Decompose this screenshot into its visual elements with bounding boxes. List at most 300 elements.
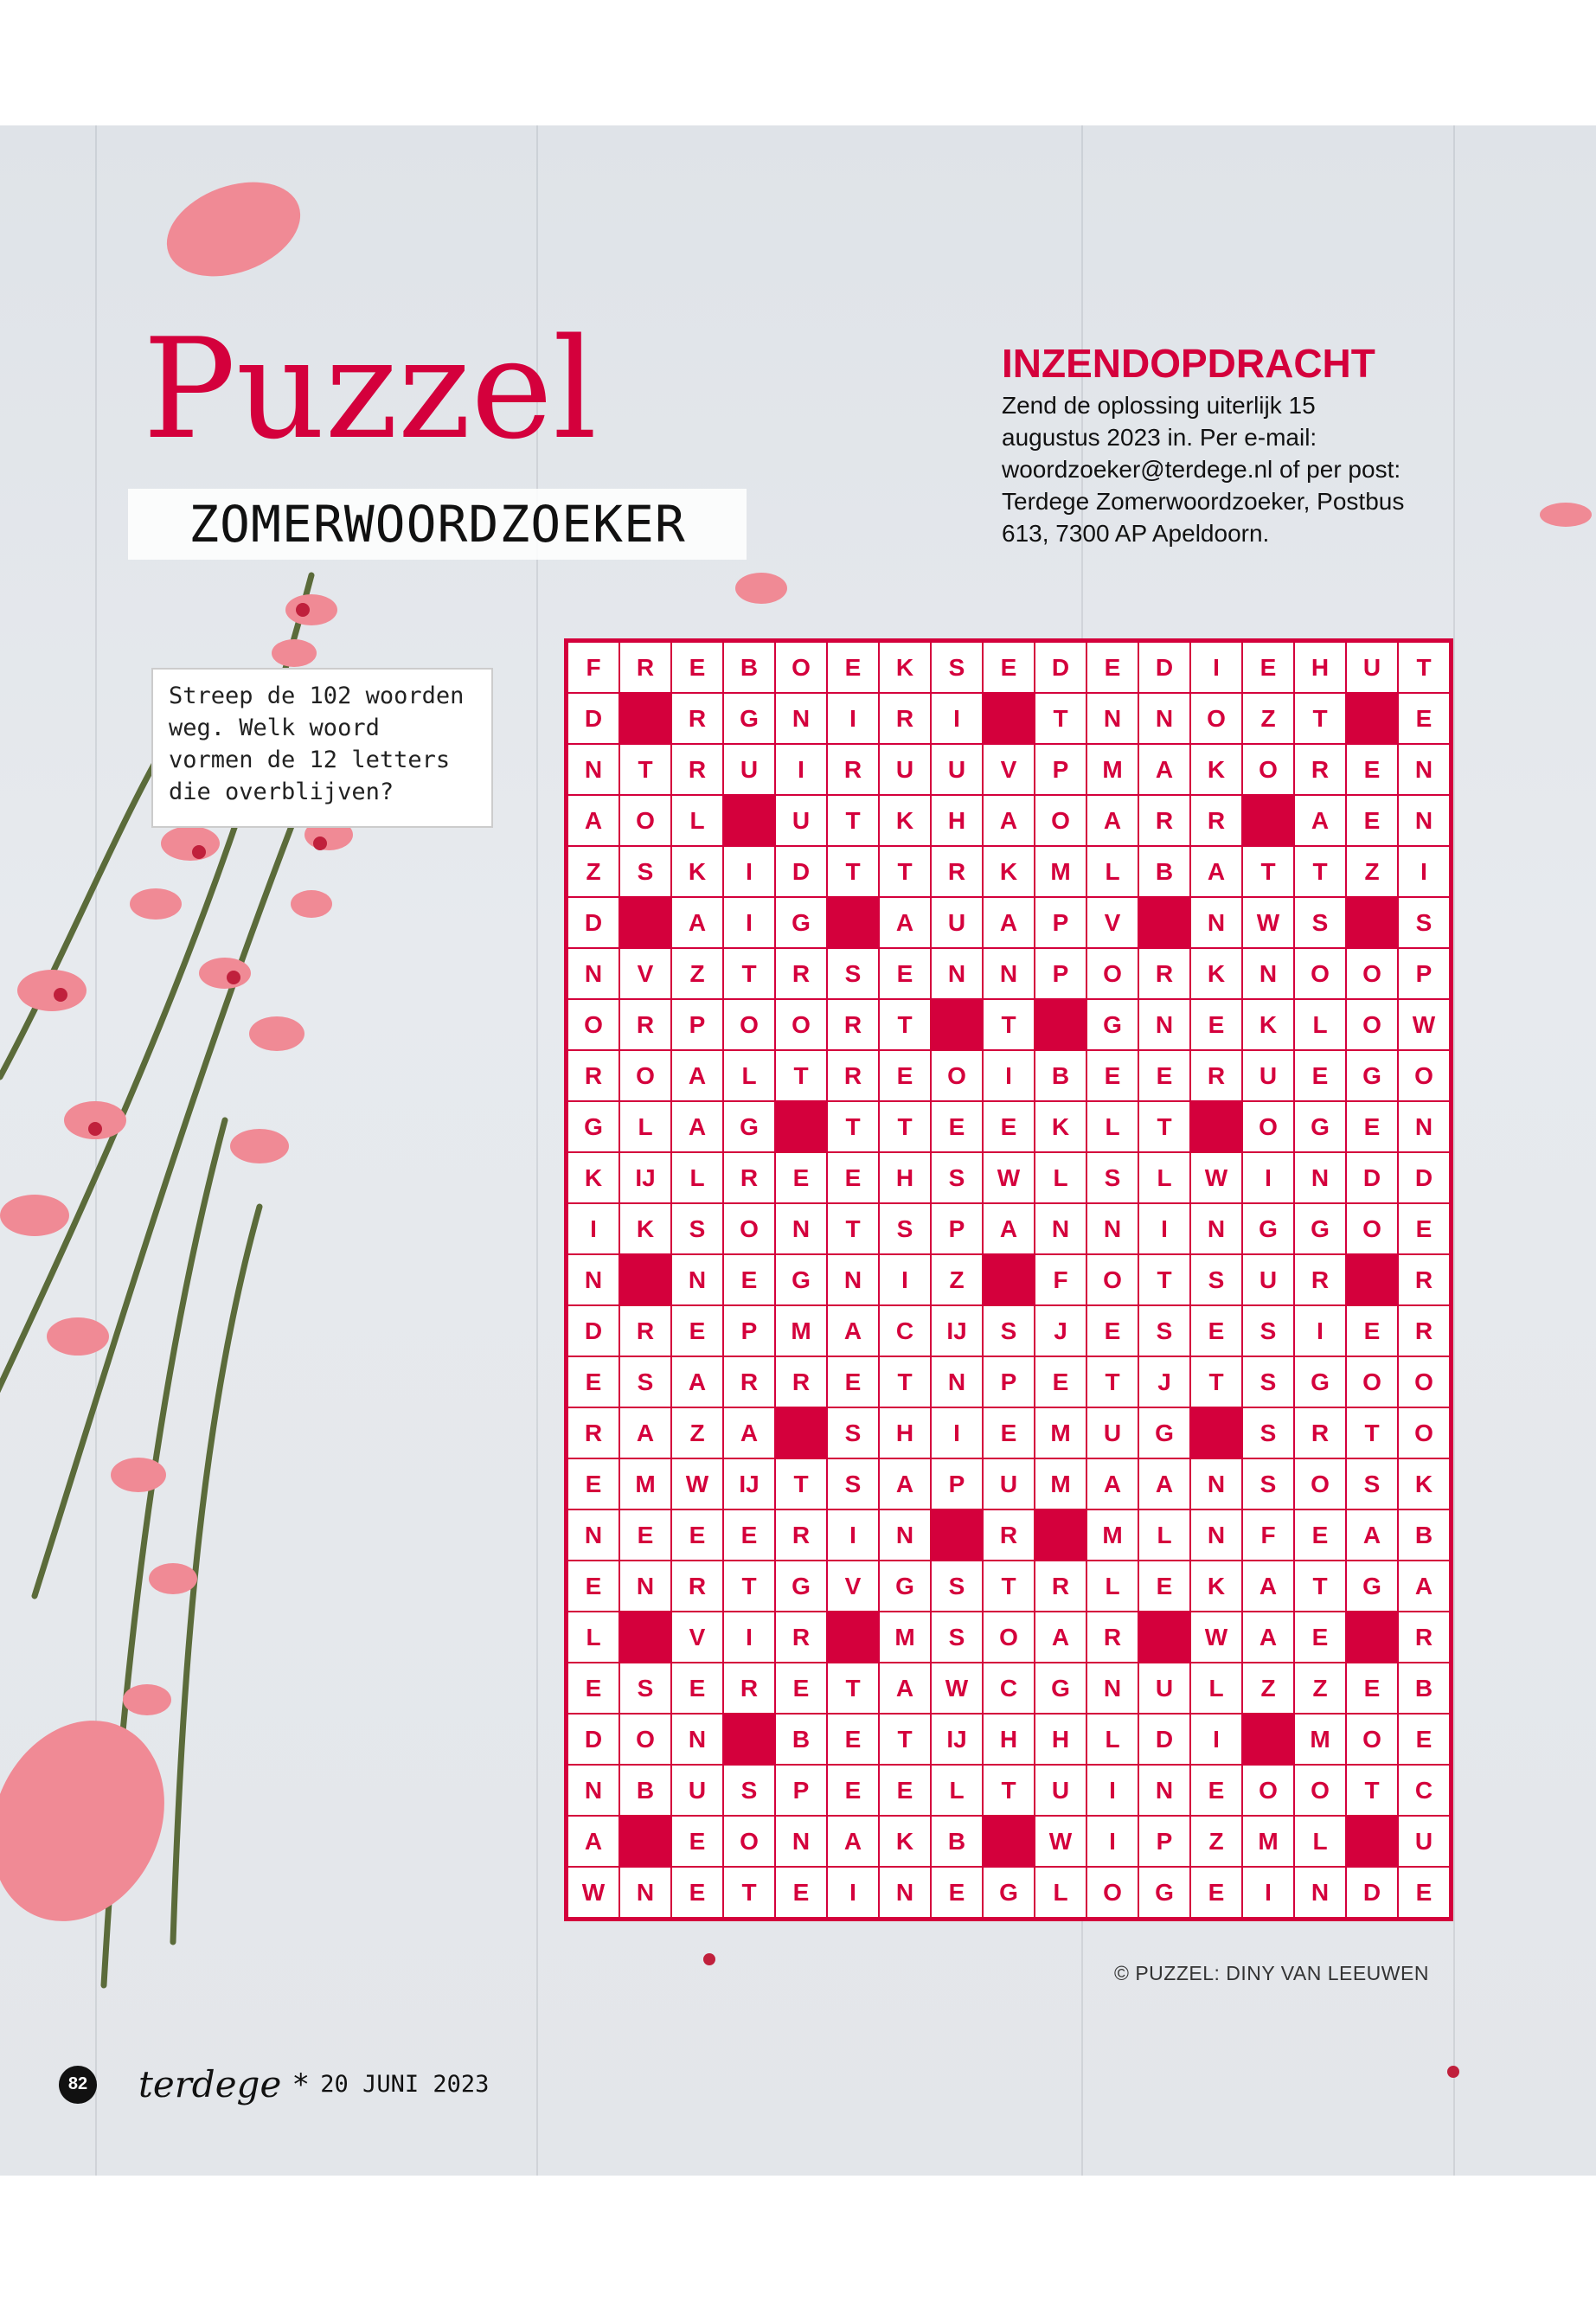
grid-letter-cell: M	[1294, 1714, 1346, 1765]
grid-letter-cell: C	[983, 1663, 1035, 1714]
grid-letter-cell: N	[1294, 1152, 1346, 1203]
grid-letter-cell: O	[1346, 1203, 1398, 1254]
grid-letter-cell: G	[1138, 1407, 1190, 1458]
grid-letter-cell: E	[1086, 1305, 1138, 1356]
grid-letter-cell: N	[567, 1765, 619, 1816]
grid-letter-cell: N	[879, 1509, 931, 1561]
grid-letter-cell: A	[671, 1050, 723, 1101]
grid-letter-cell: T	[983, 1561, 1035, 1612]
grid-block-cell	[827, 1612, 879, 1663]
grid-letter-cell: L	[1294, 1816, 1346, 1867]
grid-letter-cell: N	[775, 693, 827, 744]
grid-letter-cell: T	[879, 1356, 931, 1407]
grid-letter-cell: V	[619, 948, 671, 999]
grid-letter-cell: L	[723, 1050, 775, 1101]
grid-letter-cell: L	[671, 795, 723, 846]
grid-letter-cell: A	[983, 1203, 1035, 1254]
grid-row	[567, 795, 1450, 846]
grid-letter-cell: T	[827, 795, 879, 846]
grid-letter-cell: A	[1190, 846, 1242, 897]
grid-letter-cell: S	[1242, 1458, 1294, 1509]
grid-letter-cell: N	[931, 948, 983, 999]
grid-letter-cell: E	[827, 1356, 879, 1407]
grid-letter-cell: Z	[567, 846, 619, 897]
grid-letter-cell: L	[1086, 1714, 1138, 1765]
grid-letter-cell: B	[1138, 846, 1190, 897]
grid-letter-cell: E	[1190, 1867, 1242, 1918]
grid-letter-cell: C	[1398, 1765, 1450, 1816]
grid-block-cell	[619, 693, 671, 744]
grid-letter-cell: I	[775, 744, 827, 795]
grid-letter-cell: D	[1346, 1152, 1398, 1203]
grid-letter-cell: IJ	[931, 1305, 983, 1356]
grid-letter-cell: P	[931, 1203, 983, 1254]
grid-letter-cell: O	[723, 1816, 775, 1867]
grid-letter-cell: N	[1190, 1458, 1242, 1509]
grid-letter-cell: K	[1398, 1458, 1450, 1509]
grid-letter-cell: E	[1190, 1305, 1242, 1356]
grid-letter-cell: R	[1190, 1050, 1242, 1101]
grid-row	[567, 1458, 1450, 1509]
grid-letter-cell: A	[567, 795, 619, 846]
grid-letter-cell: A	[1138, 744, 1190, 795]
grid-letter-cell: E	[1398, 1714, 1450, 1765]
grid-letter-cell: W	[1190, 1152, 1242, 1203]
grid-letter-cell: N	[775, 1816, 827, 1867]
grid-letter-cell: O	[1190, 693, 1242, 744]
grid-letter-cell: G	[775, 1561, 827, 1612]
grid-letter-cell: M	[775, 1305, 827, 1356]
grid-block-cell	[1346, 1612, 1398, 1663]
grid-letter-cell: T	[1086, 1356, 1138, 1407]
grid-letter-cell: R	[1294, 1254, 1346, 1305]
grid-letter-cell: B	[1035, 1050, 1086, 1101]
grid-letter-cell: E	[931, 1101, 983, 1152]
grid-letter-cell: Z	[671, 1407, 723, 1458]
grid-letter-cell: O	[619, 795, 671, 846]
grid-letter-cell: R	[1294, 744, 1346, 795]
grid-letter-cell: S	[1242, 1356, 1294, 1407]
grid-letter-cell: N	[1242, 948, 1294, 999]
grid-letter-cell: R	[671, 744, 723, 795]
grid-letter-cell: O	[1086, 948, 1138, 999]
grid-letter-cell: U	[1242, 1254, 1294, 1305]
grid-letter-cell: G	[1086, 999, 1138, 1050]
grid-row	[567, 1561, 1450, 1612]
grid-letter-cell: U	[1086, 1407, 1138, 1458]
grid-letter-cell: P	[1035, 744, 1086, 795]
grid-letter-cell: O	[1346, 999, 1398, 1050]
grid-letter-cell: V	[671, 1612, 723, 1663]
grid-letter-cell: V	[827, 1561, 879, 1612]
grid-letter-cell: E	[775, 1663, 827, 1714]
grid-letter-cell: N	[1138, 1765, 1190, 1816]
grid-block-cell	[1190, 1407, 1242, 1458]
grid-letter-cell: B	[723, 642, 775, 693]
grid-letter-cell: L	[1086, 846, 1138, 897]
grid-letter-cell: P	[723, 1305, 775, 1356]
grid-letter-cell: N	[931, 1356, 983, 1407]
grid-block-cell	[1035, 1509, 1086, 1561]
grid-letter-cell: F	[1035, 1254, 1086, 1305]
grid-letter-cell: R	[1294, 1407, 1346, 1458]
grid-letter-cell: N	[983, 948, 1035, 999]
grid-letter-cell: E	[671, 1663, 723, 1714]
grid-letter-cell: I	[879, 1254, 931, 1305]
grid-row	[567, 846, 1450, 897]
grid-letter-cell: A	[879, 897, 931, 948]
grid-letter-cell: S	[931, 1152, 983, 1203]
grid-letter-cell: I	[1242, 1867, 1294, 1918]
grid-letter-cell: R	[619, 999, 671, 1050]
grid-letter-cell: A	[619, 1407, 671, 1458]
grid-row	[567, 1203, 1450, 1254]
grid-letter-cell: N	[1086, 1203, 1138, 1254]
grid-letter-cell: A	[671, 1356, 723, 1407]
grid-letter-cell: G	[1294, 1203, 1346, 1254]
grid-letter-cell: L	[1035, 1152, 1086, 1203]
grid-letter-cell: P	[671, 999, 723, 1050]
grid-letter-cell: U	[775, 795, 827, 846]
grid-letter-cell: N	[879, 1867, 931, 1918]
grid-letter-cell: S	[931, 1612, 983, 1663]
grid-letter-cell: S	[931, 1561, 983, 1612]
grid-letter-cell: W	[1190, 1612, 1242, 1663]
grid-letter-cell: E	[1346, 1305, 1398, 1356]
grid-letter-cell: S	[619, 846, 671, 897]
grid-letter-cell: H	[983, 1714, 1035, 1765]
grid-letter-cell: N	[619, 1867, 671, 1918]
grid-row	[567, 1101, 1450, 1152]
grid-letter-cell: U	[1398, 1816, 1450, 1867]
grid-letter-cell: L	[671, 1152, 723, 1203]
grid-letter-cell: E	[1346, 1101, 1398, 1152]
grid-letter-cell: S	[619, 1663, 671, 1714]
grid-letter-cell: N	[775, 1203, 827, 1254]
grid-letter-cell: W	[567, 1867, 619, 1918]
grid-letter-cell: L	[1035, 1867, 1086, 1918]
grid-letter-cell: I	[1242, 1152, 1294, 1203]
grid-letter-cell: O	[619, 1714, 671, 1765]
grid-letter-cell: L	[931, 1765, 983, 1816]
grid-letter-cell: D	[1398, 1152, 1450, 1203]
grid-letter-cell: K	[671, 846, 723, 897]
grid-letter-cell: A	[983, 897, 1035, 948]
grid-letter-cell: T	[1294, 846, 1346, 897]
grid-letter-cell: W	[1242, 897, 1294, 948]
issue-date: 20 JUNI 2023	[320, 2071, 490, 2098]
grid-letter-cell: R	[567, 1050, 619, 1101]
grid-letter-cell: A	[1086, 795, 1138, 846]
grid-letter-cell: S	[723, 1765, 775, 1816]
grid-letter-cell: E	[983, 1407, 1035, 1458]
grid-letter-cell: S	[1138, 1305, 1190, 1356]
grid-letter-cell: T	[879, 1714, 931, 1765]
grid-letter-cell: D	[567, 693, 619, 744]
grid-letter-cell: I	[827, 1867, 879, 1918]
grid-letter-cell: M	[879, 1612, 931, 1663]
grid-letter-cell: A	[1294, 795, 1346, 846]
grid-letter-cell: IJ	[931, 1714, 983, 1765]
grid-letter-cell: U	[1242, 1050, 1294, 1101]
grid-row	[567, 897, 1450, 948]
grid-letter-cell: U	[671, 1765, 723, 1816]
grid-letter-cell: N	[1086, 1663, 1138, 1714]
grid-letter-cell: E	[723, 1254, 775, 1305]
grid-letter-cell: E	[1294, 1612, 1346, 1663]
grid-row	[567, 693, 1450, 744]
grid-letter-cell: N	[1190, 897, 1242, 948]
page-title: Puzzel	[143, 308, 598, 470]
grid-row	[567, 1509, 1450, 1561]
grid-letter-cell: R	[1398, 1305, 1450, 1356]
grid-letter-cell: R	[775, 948, 827, 999]
grid-letter-cell: R	[983, 1509, 1035, 1561]
grid-letter-cell: W	[931, 1663, 983, 1714]
grid-letter-cell: T	[723, 948, 775, 999]
grid-letter-cell: Z	[1190, 1816, 1242, 1867]
grid-letter-cell: W	[671, 1458, 723, 1509]
grid-letter-cell: A	[1242, 1561, 1294, 1612]
grid-letter-cell: U	[723, 744, 775, 795]
grid-letter-cell: S	[1398, 897, 1450, 948]
grid-letter-cell: E	[1086, 1050, 1138, 1101]
puzzle-credit: © PUZZEL: DINY VAN LEEUWEN	[1114, 1962, 1429, 1984]
grid-letter-cell: E	[1398, 1867, 1450, 1918]
grid-letter-cell: W	[1398, 999, 1450, 1050]
grid-letter-cell: B	[775, 1714, 827, 1765]
grid-letter-cell: A	[723, 1407, 775, 1458]
grid-letter-cell: Z	[1294, 1663, 1346, 1714]
grid-letter-cell: N	[1035, 1203, 1086, 1254]
grid-letter-cell: E	[671, 1816, 723, 1867]
grid-letter-cell: L	[1190, 1663, 1242, 1714]
grid-letter-cell: T	[1398, 642, 1450, 693]
grid-letter-cell: I	[827, 1509, 879, 1561]
grid-letter-cell: L	[619, 1101, 671, 1152]
grid-block-cell	[1138, 1612, 1190, 1663]
grid-letter-cell: G	[1346, 1561, 1398, 1612]
grid-letter-cell: E	[1398, 693, 1450, 744]
grid-letter-cell: G	[1035, 1663, 1086, 1714]
grid-letter-cell: O	[1294, 1458, 1346, 1509]
grid-letter-cell: G	[775, 1254, 827, 1305]
grid-letter-cell: R	[1086, 1612, 1138, 1663]
grid-letter-cell: O	[1242, 1101, 1294, 1152]
instructions-box: Streep de 102 woorden weg. Welk woord vormen de 12 letters die overblijven?	[151, 668, 493, 828]
grid-block-cell	[983, 1254, 1035, 1305]
grid-letter-cell: T	[1346, 1407, 1398, 1458]
grid-letter-cell: O	[1398, 1050, 1450, 1101]
grid-letter-cell: N	[1398, 744, 1450, 795]
grid-letter-cell: G	[1138, 1867, 1190, 1918]
grid-letter-cell: N	[1294, 1867, 1346, 1918]
grid-letter-cell: E	[619, 1509, 671, 1561]
grid-letter-cell: E	[1294, 1050, 1346, 1101]
grid-letter-cell: S	[1190, 1254, 1242, 1305]
grid-letter-cell: T	[723, 1867, 775, 1918]
grid-block-cell	[723, 795, 775, 846]
submission-title: INZENDOPDRACHT	[1002, 341, 1375, 386]
grid-letter-cell: R	[827, 999, 879, 1050]
grid-letter-cell: G	[1294, 1356, 1346, 1407]
grid-letter-cell: T	[827, 1101, 879, 1152]
grid-letter-cell: R	[931, 846, 983, 897]
grid-letter-cell: K	[1242, 999, 1294, 1050]
grid-letter-cell: I	[1294, 1305, 1346, 1356]
grid-letter-cell: E	[671, 642, 723, 693]
grid-letter-cell: O	[931, 1050, 983, 1101]
grid-letter-cell: H	[931, 795, 983, 846]
grid-letter-cell: A	[1035, 1612, 1086, 1663]
grid-letter-cell: S	[827, 1458, 879, 1509]
grid-block-cell	[983, 693, 1035, 744]
grid-row	[567, 1407, 1450, 1458]
grid-letter-cell: F	[567, 642, 619, 693]
grid-letter-cell: M	[1035, 1407, 1086, 1458]
grid-letter-cell: R	[775, 1612, 827, 1663]
grid-letter-cell: U	[931, 744, 983, 795]
grid-letter-cell: U	[1035, 1765, 1086, 1816]
grid-letter-cell: R	[1190, 795, 1242, 846]
grid-letter-cell: R	[567, 1407, 619, 1458]
grid-letter-cell: G	[983, 1867, 1035, 1918]
grid-letter-cell: I	[983, 1050, 1035, 1101]
grid-letter-cell: G	[1242, 1203, 1294, 1254]
grid-letter-cell: T	[775, 1050, 827, 1101]
grid-letter-cell: R	[671, 693, 723, 744]
grid-letter-cell: I	[931, 693, 983, 744]
grid-row	[567, 1714, 1450, 1765]
grid-letter-cell: G	[723, 693, 775, 744]
grid-letter-cell: S	[1242, 1305, 1294, 1356]
grid-letter-cell: E	[1398, 1203, 1450, 1254]
grid-letter-cell: K	[1190, 948, 1242, 999]
grid-letter-cell: A	[827, 1305, 879, 1356]
grid-letter-cell: O	[1294, 1765, 1346, 1816]
grid-letter-cell: O	[619, 1050, 671, 1101]
grid-letter-cell: I	[1190, 642, 1242, 693]
grid-letter-cell: N	[1190, 1509, 1242, 1561]
grid-letter-cell: E	[983, 1101, 1035, 1152]
grid-letter-cell: M	[619, 1458, 671, 1509]
page-number-badge: 82	[59, 2066, 97, 2104]
grid-letter-cell: T	[827, 846, 879, 897]
grid-letter-cell: H	[1035, 1714, 1086, 1765]
grid-letter-cell: N	[1190, 1203, 1242, 1254]
grid-row	[567, 1612, 1450, 1663]
grid-letter-cell: E	[671, 1867, 723, 1918]
grid-block-cell	[619, 1254, 671, 1305]
grid-letter-cell: E	[775, 1152, 827, 1203]
grid-letter-cell: N	[1138, 693, 1190, 744]
grid-letter-cell: A	[827, 1816, 879, 1867]
grid-row	[567, 1152, 1450, 1203]
grid-letter-cell: A	[1242, 1612, 1294, 1663]
grid-letter-cell: L	[567, 1612, 619, 1663]
grid-letter-cell: R	[827, 744, 879, 795]
grid-letter-cell: H	[879, 1407, 931, 1458]
page-subtitle: ZOMERWOORDZOEKER	[128, 489, 747, 560]
grid-block-cell	[1346, 897, 1398, 948]
grid-block-cell	[619, 1612, 671, 1663]
grid-block-cell	[619, 897, 671, 948]
grid-letter-cell: R	[723, 1356, 775, 1407]
grid-letter-cell: T	[619, 744, 671, 795]
grid-letter-cell: T	[775, 1458, 827, 1509]
grid-block-cell	[1190, 1101, 1242, 1152]
grid-letter-cell: R	[1138, 948, 1190, 999]
grid-letter-cell: E	[1190, 1765, 1242, 1816]
grid-letter-cell: E	[1346, 744, 1398, 795]
grid-letter-cell: I	[1086, 1816, 1138, 1867]
grid-letter-cell: A	[1346, 1509, 1398, 1561]
grid-letter-cell: B	[1398, 1509, 1450, 1561]
grid-letter-cell: T	[1346, 1765, 1398, 1816]
grid-letter-cell: S	[983, 1305, 1035, 1356]
grid-letter-cell: E	[775, 1867, 827, 1918]
grid-letter-cell: F	[1242, 1509, 1294, 1561]
grid-letter-cell: R	[1138, 795, 1190, 846]
grid-letter-cell: B	[1398, 1663, 1450, 1714]
grid-letter-cell: O	[1086, 1867, 1138, 1918]
grid-letter-cell: S	[671, 1203, 723, 1254]
grid-letter-cell: I	[931, 1407, 983, 1458]
grid-letter-cell: E	[567, 1356, 619, 1407]
grid-letter-cell: N	[671, 1714, 723, 1765]
grid-block-cell	[723, 1714, 775, 1765]
grid-letter-cell: O	[1398, 1407, 1450, 1458]
grid-letter-cell: C	[879, 1305, 931, 1356]
grid-letter-cell: T	[983, 1765, 1035, 1816]
grid-letter-cell: E	[1138, 1050, 1190, 1101]
grid-letter-cell: E	[879, 1050, 931, 1101]
grid-letter-cell: S	[827, 948, 879, 999]
grid-letter-cell: A	[671, 897, 723, 948]
grid-letter-cell: O	[1086, 1254, 1138, 1305]
grid-row	[567, 1050, 1450, 1101]
grid-letter-cell: U	[931, 897, 983, 948]
grid-letter-cell: O	[775, 999, 827, 1050]
grid-letter-cell: T	[1138, 1254, 1190, 1305]
grid-block-cell	[1242, 1714, 1294, 1765]
grid-row	[567, 642, 1450, 693]
page-footer	[59, 2063, 489, 2106]
grid-letter-cell: D	[567, 897, 619, 948]
grid-letter-cell: K	[619, 1203, 671, 1254]
grid-row	[567, 948, 1450, 999]
grid-letter-cell: M	[1242, 1816, 1294, 1867]
grid-row	[567, 744, 1450, 795]
grid-letter-cell: E	[983, 642, 1035, 693]
grid-letter-cell: E	[1035, 1356, 1086, 1407]
grid-letter-cell: U	[879, 744, 931, 795]
grid-letter-cell: T	[879, 1101, 931, 1152]
grid-letter-cell: E	[567, 1663, 619, 1714]
grid-letter-cell: D	[567, 1305, 619, 1356]
grid-letter-cell: K	[983, 846, 1035, 897]
grid-row	[567, 1356, 1450, 1407]
grid-letter-cell: L	[1086, 1101, 1138, 1152]
grid-block-cell	[775, 1407, 827, 1458]
grid-letter-cell: Z	[931, 1254, 983, 1305]
grid-letter-cell: E	[567, 1561, 619, 1612]
grid-letter-cell: D	[567, 1714, 619, 1765]
grid-letter-cell: T	[1294, 1561, 1346, 1612]
grid-letter-cell: T	[827, 1663, 879, 1714]
grid-letter-cell: R	[671, 1561, 723, 1612]
grid-letter-cell: M	[1086, 744, 1138, 795]
